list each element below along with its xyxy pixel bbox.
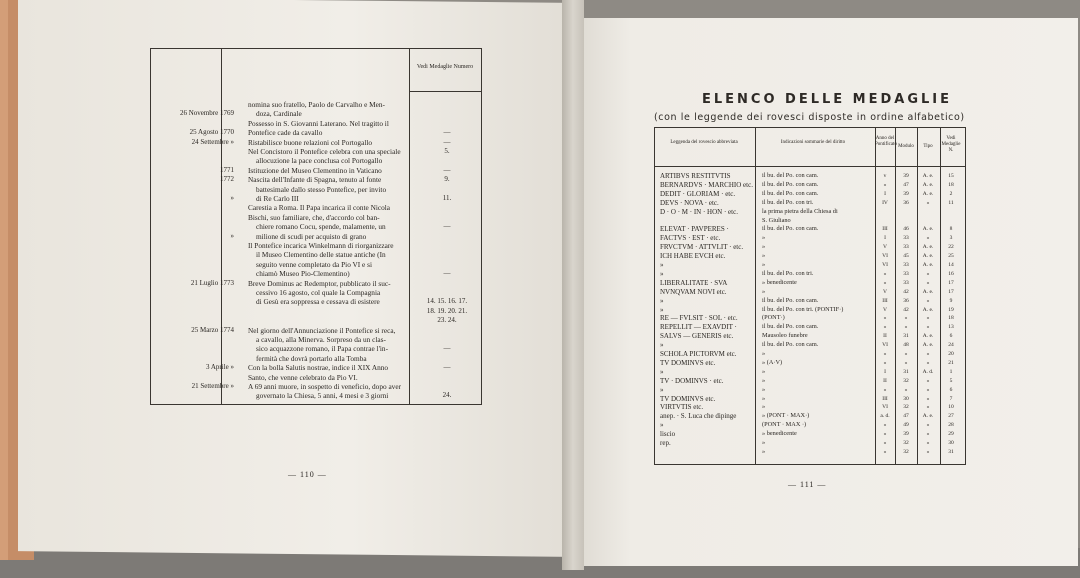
medal-legend: FACTVS · EST · etc.: [660, 234, 721, 243]
medal-year: II: [883, 377, 887, 384]
left-page-number: — 110 —: [288, 470, 327, 479]
medal-legend: LIBERALITATE · SVA: [660, 278, 728, 287]
event-text: milione di scudi per acquisto di grano: [256, 231, 367, 241]
medal-obverse: il bu. del Po. con tri.: [762, 269, 814, 277]
medal-number: 8: [949, 226, 953, 233]
medal-reference: 24.: [442, 391, 452, 400]
medal-legend: NVNQVAM NOVI etc.: [660, 287, 727, 296]
medal-year: V: [883, 288, 887, 295]
medal-number: 2: [949, 190, 953, 197]
medal-year: »: [883, 422, 887, 429]
medal-number: 28: [948, 422, 954, 429]
medal-module: 49: [903, 422, 909, 429]
medal-year: III: [882, 395, 888, 402]
medals-list-title: ELENCO DELLE MEDAGLIE: [702, 92, 953, 107]
medal-legend: FRVCTVM · ATTVLIT · etc.: [660, 243, 744, 252]
medal-obverse: » (A·V): [762, 358, 783, 366]
medal-obverse: (PONT · MAX ·): [762, 421, 807, 429]
medal-obverse: »: [762, 367, 766, 375]
header-rule: [655, 166, 965, 167]
medal-number: 30: [948, 440, 954, 446]
medal-number: 13: [948, 324, 954, 331]
medal-reference: —: [443, 222, 451, 231]
medal-year: »: [883, 431, 887, 438]
medals-list-subtitle: (con le leggende dei rovesci disposte in ordine alfabetico): [654, 112, 965, 123]
medal-number: 17: [948, 279, 954, 286]
medal-obverse: il bu. del Po. con tri. (PONTIF·): [762, 305, 844, 313]
medal-year: a. d.: [880, 413, 890, 420]
medal-legend: »: [660, 269, 664, 278]
event-date: 1772: [220, 175, 234, 184]
medal-type: A. e.: [922, 253, 934, 260]
medal-type: A. e.: [922, 342, 934, 349]
medal-type: A. e.: [922, 288, 934, 295]
medal-legend: rep.: [660, 439, 671, 447]
medal-year: »: [883, 279, 887, 286]
medal-type: »: [926, 395, 930, 402]
medal-year: V: [883, 244, 887, 251]
medal-legend: RE — FVLSIT · SOL · etc.: [660, 314, 738, 323]
medal-number: 21: [948, 359, 954, 366]
header-legend: Leggenda del rovescio abbreviata: [670, 140, 738, 145]
event-text: fermità che dovrà portarlo alla Tomba: [256, 353, 367, 363]
event-date: 25 Marzo 1774: [191, 325, 234, 334]
event-date: 21 Settembre »: [191, 382, 234, 390]
medal-obverse: »: [762, 385, 766, 393]
medal-number: 14: [948, 262, 954, 268]
medal-legend: DEDIT · GLORIAM · etc.: [660, 189, 736, 198]
medal-module: 39: [903, 431, 909, 438]
medal-year: »: [883, 315, 887, 322]
medal-obverse: (PONT·): [762, 314, 785, 322]
medal-year: V: [883, 306, 887, 313]
medal-number: 18: [948, 181, 954, 188]
medal-obverse: »: [762, 350, 766, 357]
medal-number: 16: [948, 270, 954, 277]
right-page-number: — 111 —: [788, 480, 827, 489]
medal-legend: »: [660, 261, 664, 269]
medal-year: VI: [882, 342, 888, 349]
event-text: Nel giorno dell'Annunciazione il Pontefice si reca,: [248, 325, 396, 335]
event-text: nomina suo fratello, Paolo de Carvalho e Men-: [248, 100, 385, 109]
medal-type: »: [926, 404, 930, 411]
medal-year: III: [882, 297, 888, 304]
event-text: Nel Concistoro il Pontefice celebra con una speciale: [248, 147, 401, 156]
medal-module: 39: [903, 173, 909, 179]
event-date: 3 Aprile »: [206, 363, 234, 372]
event-date: 26 Novembre 1769: [179, 109, 234, 118]
medal-type: »: [926, 422, 930, 429]
event-text: Il Pontefice incarica Winkelmann di riorganizzare: [248, 241, 394, 250]
medal-module: 42: [903, 288, 909, 295]
event-text: Breve Dominus ac Redemptor, pubblicato il suc-: [248, 278, 391, 288]
medal-type: »: [926, 351, 930, 357]
medal-year: III: [882, 226, 888, 233]
medal-obverse: il bu. del Po. con cam.: [762, 341, 819, 349]
event-text: seguito venne completato da Pio VI e si: [256, 259, 372, 269]
medal-module: 32: [903, 377, 909, 384]
medal-type: A. e.: [922, 190, 934, 197]
medal-number: 31: [948, 448, 954, 455]
medal-type: A. e.: [922, 226, 934, 233]
medal-type: »: [926, 448, 930, 455]
medal-legend: REPELLIT — EXAVDIT ·: [660, 323, 737, 332]
header-medal-number: Vedi Medaglie N.: [941, 136, 961, 153]
event-text: Bischi, suo familiare, che, d'accordo col ban-: [248, 212, 380, 222]
medal-type: »: [926, 199, 930, 206]
medal-number: 27: [948, 413, 954, 420]
medal-year: »: [883, 448, 887, 455]
medal-type: »: [926, 359, 930, 366]
medal-obverse: il bu. del Po. con cam.: [762, 225, 819, 233]
medal-number: 10: [948, 404, 954, 411]
medal-legend: DEVS · NOVA · etc.: [660, 198, 719, 207]
event-text: sico acquazzone romano, il Papa contrae l'in-: [256, 344, 388, 354]
medal-obverse: »: [762, 243, 766, 251]
medal-number: 24: [948, 342, 954, 349]
medal-type: »: [926, 440, 930, 446]
medal-reference: 14. 15. 16. 17.: [426, 297, 468, 306]
event-text: A 69 anni muore, in sospetto di veneficio, dopo aver: [248, 382, 401, 391]
medal-type: A. e.: [922, 306, 934, 313]
medal-type: »: [926, 297, 930, 304]
medal-obverse: il bu. del Po. con cam.: [762, 180, 819, 188]
medal-year: »: [883, 351, 887, 357]
medal-obverse: il bu. del Po. con cam.: [762, 189, 819, 197]
medal-year: »: [883, 181, 887, 188]
medal-legend: »: [660, 385, 664, 394]
medal-obverse: S. Giuliano: [762, 216, 791, 224]
medal-reference: 9.: [444, 175, 450, 184]
header-rule: [409, 91, 481, 92]
medal-type: »: [926, 324, 930, 331]
medal-module: 32: [903, 440, 909, 446]
medal-module: »: [904, 351, 908, 357]
medal-obverse: il bu. del Po. con cam.: [762, 296, 819, 304]
header-obverse: Indicazioni sommarie del diritto: [780, 140, 846, 145]
medal-number: 17: [948, 288, 954, 295]
medal-year: »: [883, 324, 887, 331]
event-date: 24 Settembre »: [191, 137, 234, 146]
medal-number: 6: [949, 333, 953, 340]
medal-module: 31: [903, 368, 909, 375]
medal-year: II: [883, 333, 887, 340]
medal-obverse: Mausoleo funebre: [762, 332, 808, 340]
medal-module: 47: [903, 413, 909, 420]
medal-module: 33: [903, 244, 909, 251]
event-text: chiamò Museo Pio-Clementino): [256, 269, 350, 279]
medal-module: »: [904, 359, 908, 366]
header-year: Anno del Pontificato: [875, 136, 897, 147]
medal-year: I: [884, 190, 886, 197]
event-date: 21 Luglio 1773: [190, 278, 234, 287]
medal-reference: 18. 19. 20. 21.: [426, 306, 468, 315]
medal-type: »: [926, 386, 930, 393]
medal-reference: —: [443, 165, 451, 174]
event-text: Con la bolla Salutis nostrae, indice il XIX Anno: [248, 363, 389, 373]
medal-reference: 11.: [442, 194, 452, 202]
event-text: Possesso in S. Giovanni Laterano. Nel tragitto il: [248, 118, 389, 128]
medal-legend: TV · DOMINVS · etc.: [660, 376, 724, 385]
header-type: Tipo: [923, 144, 933, 149]
medal-legend: liscio: [660, 430, 676, 439]
event-date: »: [230, 194, 234, 202]
medal-type: »: [926, 377, 930, 384]
medal-number: 9: [949, 297, 953, 304]
medal-number: 18: [948, 315, 954, 322]
medal-legend: ELEVAT · PAVPERES ·: [660, 225, 729, 234]
medal-obverse: »: [762, 403, 766, 411]
event-text: Ristabilisce buone relazioni col Portogallo: [248, 137, 373, 147]
event-text: di Re Carlo III: [256, 194, 299, 203]
medal-number: 3: [949, 235, 953, 242]
medal-reference: 23. 24.: [437, 316, 457, 325]
medal-number: 5: [949, 377, 953, 384]
medal-year: »: [883, 270, 887, 277]
medal-reference: —: [443, 344, 451, 353]
medal-obverse: »: [762, 439, 766, 446]
event-text: allocuzione la pace conclusa col Portogallo: [256, 156, 383, 166]
medal-year: IV: [882, 199, 888, 206]
medal-number: 29: [948, 431, 954, 438]
medal-type: A. e.: [922, 173, 934, 179]
medal-type: A. e.: [922, 181, 934, 188]
medal-legend: SALVS — GENERIS etc.: [660, 332, 734, 341]
medal-type: »: [926, 431, 930, 438]
medal-number: 25: [948, 253, 954, 260]
header-module: Modulo: [898, 144, 914, 149]
medal-module: 31: [903, 333, 909, 340]
event-text: cessivo 16 agosto, col quale la Compagnia: [256, 288, 381, 297]
medal-module: 33: [903, 270, 909, 277]
event-text: Nascita dell'Infante di Spagna, tenuto al fonte: [248, 175, 382, 185]
medal-obverse: »: [762, 287, 766, 295]
medal-obverse: »: [762, 252, 766, 260]
medal-number: 1: [949, 368, 953, 375]
medal-module: 33: [903, 262, 909, 268]
medal-module: »: [904, 324, 908, 331]
medal-type: A. e.: [922, 244, 934, 251]
medal-module: 33: [903, 235, 909, 242]
medal-number: 15: [948, 173, 954, 179]
medal-legend: BERNARDVS · MARCHIO etc.: [660, 180, 753, 189]
medal-legend: »: [660, 296, 664, 305]
event-text: di Gesù era soppressa e cessava di esistere: [256, 297, 380, 307]
medal-legend: TV DOMINVS etc.: [660, 358, 716, 367]
medal-module: 48: [903, 342, 909, 349]
medal-obverse: »: [762, 447, 766, 455]
medal-number: 20: [948, 351, 954, 357]
medal-obverse: il bu. del Po. con tri.: [762, 198, 814, 206]
medal-year: VI: [882, 404, 888, 411]
medal-year: I: [884, 368, 886, 375]
medal-legend: ARTIBVS RESTITVTIS: [660, 172, 731, 180]
event-date: 25 Agosto 1770: [189, 128, 234, 137]
medal-type: »: [926, 279, 930, 286]
medal-module: 47: [903, 181, 909, 188]
medal-reference: —: [443, 128, 451, 137]
medal-obverse: »: [762, 394, 766, 402]
medal-year: VI: [882, 262, 888, 268]
medal-type: A. e.: [922, 333, 934, 340]
medal-module: »: [904, 315, 908, 322]
medal-legend: »: [660, 341, 664, 350]
medal-number: 11: [948, 199, 954, 206]
medal-type: A. d.: [922, 368, 934, 375]
event-text: governato la Chiesa, 5 anni, 4 mesi e 3 giorni: [256, 391, 389, 401]
medal-module: 36: [903, 199, 909, 206]
medal-module: 32: [903, 448, 909, 455]
date-column: [151, 49, 222, 404]
medal-module: 30: [903, 395, 909, 402]
medal-legend: ICH HABE EVCH etc.: [660, 252, 726, 261]
medal-module: 33: [903, 279, 909, 286]
event-text: Carestia a Roma. Il Papa incarica il conte Nicola: [248, 203, 391, 213]
book-gutter: [562, 0, 584, 570]
medal-obverse: »: [762, 376, 766, 384]
medal-obverse: » (PONT · MAX·): [762, 412, 810, 420]
medal-year: »: [883, 359, 887, 366]
medal-obverse: » benedicente: [762, 278, 797, 286]
reference-header: Vedi Medaglie Numero: [416, 64, 474, 70]
medal-reference: —: [443, 137, 451, 146]
medal-module: 46: [903, 226, 909, 233]
medal-obverse: la prima pietra della Chiesa di: [762, 207, 838, 215]
event-text: battesimale dallo stesso Pontefice, per invito: [256, 184, 387, 194]
medal-legend: VIRTVTIS etc.: [660, 403, 704, 412]
medal-type: A. e.: [922, 413, 934, 420]
event-text: chiere romano Cocu, spende, malamente, un: [256, 222, 386, 232]
medal-obverse: »: [762, 261, 766, 268]
event-text: Pontefice cade da cavallo: [248, 128, 323, 138]
event-text: il Museo Clementino delle statue antiche (In: [256, 250, 386, 260]
event-date: »: [230, 231, 234, 240]
medal-module: 39: [903, 190, 909, 197]
medal-number: 19: [948, 306, 954, 313]
event-text: Santo, che venne celebrato da Pio VI.: [248, 372, 358, 382]
medal-type: »: [926, 270, 930, 277]
medal-year: I: [884, 235, 886, 242]
medal-obverse: »: [762, 234, 766, 242]
medal-year: VI: [882, 253, 888, 260]
medal-reference: 5.: [444, 147, 450, 155]
medal-legend: »: [660, 305, 664, 314]
medal-legend: SCHOLA PICTORVM etc.: [660, 350, 737, 358]
medal-type: A. e.: [922, 262, 934, 268]
medal-obverse: il bu. del Po. con cam.: [762, 323, 819, 331]
medal-module: 42: [903, 306, 909, 313]
medal-legend: anep. · S. Luca che dipinge: [660, 412, 737, 421]
medal-year: »: [883, 386, 887, 393]
medal-legend: »: [660, 367, 664, 376]
medal-module: 45: [903, 253, 909, 260]
medal-legend: TV DOMINVS etc.: [660, 394, 716, 403]
medal-module: 32: [903, 404, 909, 411]
event-text: a cavallo, alla Minerva. Sorpreso da un clas-: [256, 335, 386, 344]
event-text: doza, Cardinale: [256, 109, 302, 119]
medal-legend: D · O · M · IN · HON · etc.: [660, 207, 738, 216]
medal-number: 22: [948, 244, 954, 251]
medal-obverse: il bu. del Po. con cam.: [762, 172, 819, 179]
medal-obverse: » benedicente: [762, 430, 797, 438]
medal-number: 7: [949, 395, 953, 402]
event-text: Istituzione del Museo Clementino in Vaticano: [248, 165, 382, 175]
col-divider: [755, 128, 756, 464]
medal-type: »: [926, 315, 930, 322]
medal-year: v: [883, 173, 887, 179]
medal-year: »: [883, 440, 887, 446]
medal-module: »: [904, 386, 908, 393]
medal-reference: —: [443, 269, 451, 278]
medal-type: »: [926, 235, 930, 242]
medal-number: 6: [949, 386, 953, 393]
medal-module: 36: [903, 297, 909, 304]
medal-legend: »: [660, 421, 664, 430]
event-date: 1771: [220, 165, 234, 174]
medal-reference: —: [443, 363, 451, 372]
